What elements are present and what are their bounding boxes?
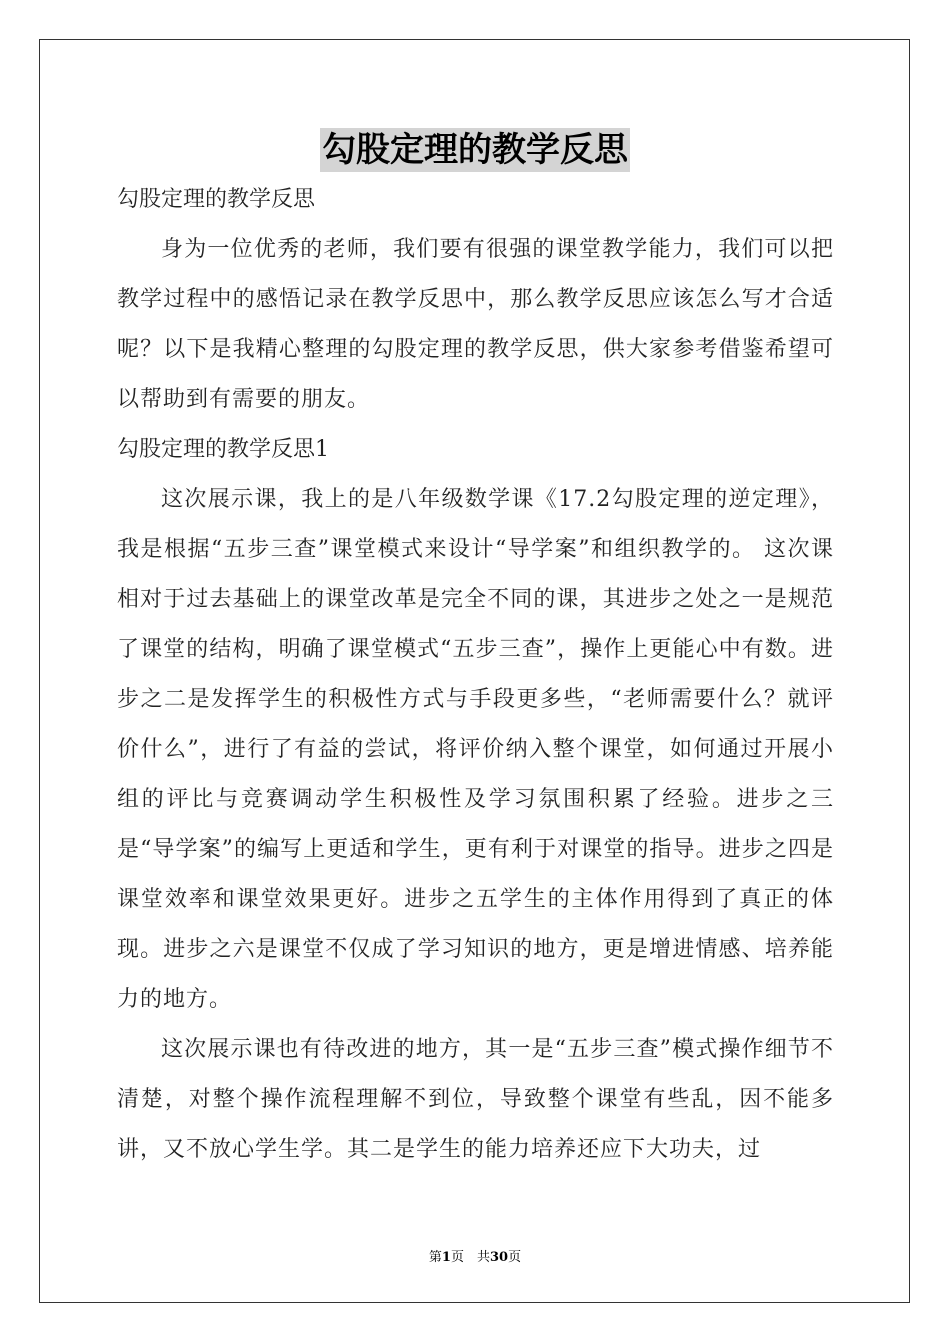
body-paragraph-1: 这次展示课，我上的是八年级数学课《17.2勾股定理的逆定理》，我是根据“五步三查”课堂模式来设计“导学案”和组织教学的。 这次课相对于过去基础上的课堂改革是完全不同的课，其进步之处之一是规范了课堂的结构，明确了课堂模式“五步三查”，操作上更能心中有数。进步之二是发挥学生的积极性方式与手段更多些，“老师需要什么？就评价什么”，进行了有益的尝试，将评价纳入整个课堂，如何通过开展小组的评比与竞赛调动学生积极性及学习氛围积累了经验。进步之三是“导学案”的编写上更适和学生，更有利于对课堂的指导。进步之四是课堂效率和课堂效果更好。进步之五学生的主体作用得到了真正的体现。进步之六是课堂不仅成了学习知识的地方，更是增进情感、培养能力的地方。	[117, 487, 834, 1012]
footer-prefix: 第	[428, 1250, 442, 1265]
document-body	[117, 175, 834, 1175]
body-paragraph-2: 这次展示课也有待改进的地方，其一是“五步三查”模式操作细节不清楚，对整个操作流程理解不到位，导致整个课堂有些乱，因不能多讲，又不放心学生学。其二是学生的能力培养还应下大功夫，过	[117, 1037, 834, 1162]
footer-current-page: 1	[441, 1250, 451, 1265]
title-container	[0, 128, 950, 172]
document-title: 勾股定理的教学反思	[322, 130, 628, 170]
footer-total-pages: 30	[489, 1250, 509, 1265]
intro-paragraph: 身为一位优秀的老师，我们要有很强的课堂教学能力，我们可以把教学过程中的感悟记录在教学反思中，那么教学反思应该怎么写才合适呢？以下是我精心整理的勾股定理的教学反思，供大家参考借鉴希望可以帮助到有需要的朋友。	[117, 237, 834, 412]
footer-mid: 页 共	[450, 1250, 490, 1265]
footer-suffix: 页	[508, 1250, 522, 1265]
document-subtitle: 勾股定理的教学反思	[117, 187, 316, 212]
section-heading: 勾股定理的教学反思1	[117, 437, 329, 462]
page-footer	[0, 1246, 950, 1265]
